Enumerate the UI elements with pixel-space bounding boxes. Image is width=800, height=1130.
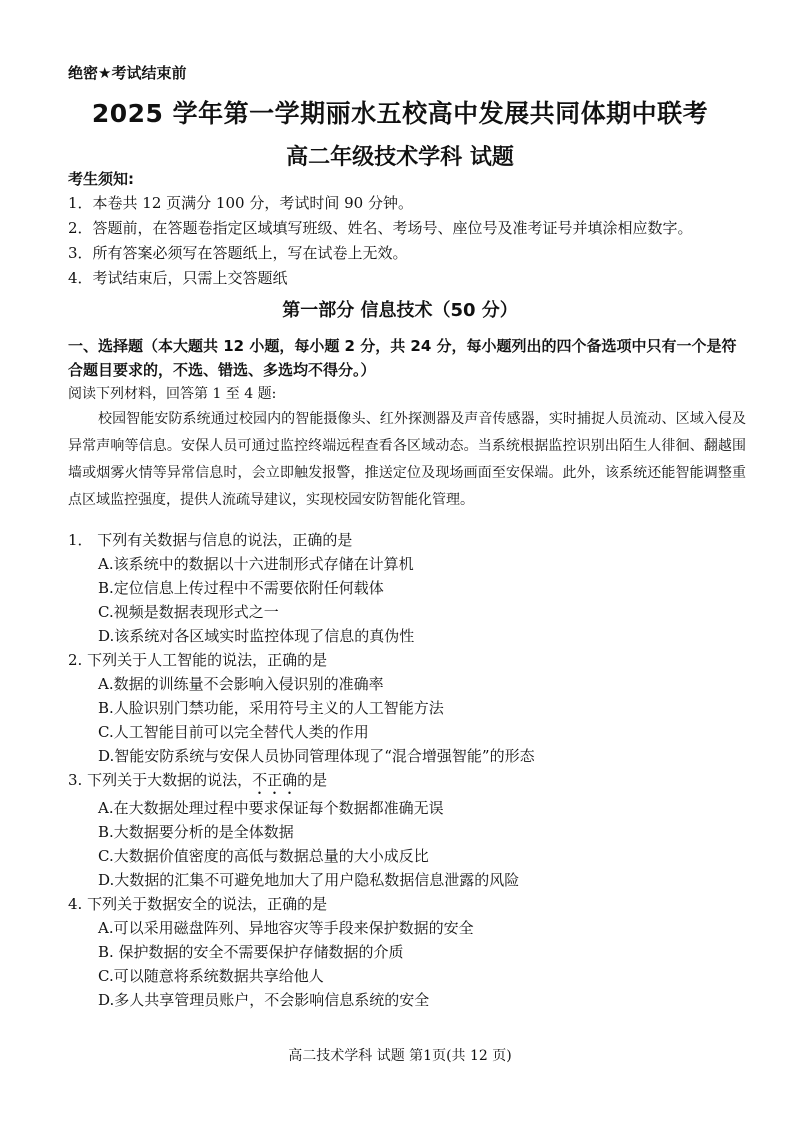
part-title: 第一部分 信息技术（50 分） bbox=[282, 300, 518, 321]
reading-material: 校园智能安防系统通过校园内的智能摄像头、红外探测器及声音传感器，实时捕捉人员流动、区域入侵及异常声响等信息。安保人员可通过监控终端远程查看各区域动态。当系统根据监控识别出陌生人徘徊、翻越围墙或烟雾火情等异常信息时，会立即触发报警，推送定位及现场画面至安保端。此外，该系统还能智能调整重点区域监控强度，提供人流疏导建议，实现校园安防智能化管理。 bbox=[68, 411, 746, 508]
question-1-option-c: C.视频是数据表现形式之一 bbox=[98, 603, 279, 621]
reading-instruction: 阅读下列材料，回答第 1 至 4 题: bbox=[68, 386, 277, 402]
question-3-emphasis: 不正确 bbox=[252, 771, 298, 789]
question-2-option-a: A.数据的训练量不会影响入侵识别的准确率 bbox=[98, 675, 384, 693]
notice-item: 4．考试结束后，只需上交答题纸 bbox=[68, 269, 288, 287]
question-4-option-d: D.多人共享管理员账户，不会影响信息系统的安全 bbox=[98, 991, 430, 1009]
question-4-option-c: C.可以随意将系统数据共享给他人 bbox=[98, 967, 324, 985]
question-1-option-a: A.该系统中的数据以十六进制形式存储在计算机 bbox=[98, 555, 414, 573]
question-4-option-a: A.可以采用磁盘阵列、异地容灾等手段来保护数据的安全 bbox=[98, 919, 474, 937]
question-2-option-d: D.智能安防系统与安保人员协同管理体现了“混合增强智能”的形态 bbox=[98, 747, 535, 765]
confidential-label: 绝密★考试结束前 bbox=[68, 64, 187, 82]
question-3-option-d: D.大数据的汇集不可避免地加大了用户隐私数据信息泄露的风险 bbox=[98, 871, 520, 889]
exam-title: 2025 学年第一学期丽水五校高中发展共同体期中联考 bbox=[91, 99, 709, 128]
notice-item: 3．所有答案必须写在答题纸上，写在试卷上无效。 bbox=[68, 244, 408, 262]
question-stem-1: 1． 下列有关数据与信息的说法，正确的是 bbox=[68, 531, 353, 549]
question-1-option-b: B.定位信息上传过程中不需要依附任何载体 bbox=[98, 579, 384, 597]
exam-subtitle: 高二年级技术学科 试题 bbox=[286, 145, 514, 170]
section-heading: 一、选择题（本大题共 12 小题，每小题 2 分，共 24 分，每小题列出的四个备选项中只有一个是符合题目要求的，不选、错选、多选均不得分。） bbox=[68, 337, 737, 379]
question-2-option-b: B.人脸识别门禁功能，采用符号主义的人工智能方法 bbox=[98, 699, 444, 717]
question-stem-4: 4. 下列关于数据安全的说法，正确的是 bbox=[68, 895, 328, 913]
question-3-option-b: B.大数据要分析的是全体数据 bbox=[98, 823, 294, 841]
question-3-option-c: C.大数据价值密度的高低与数据总量的大小成反比 bbox=[98, 847, 429, 865]
page-footer: 高二技术学科 试题 第1页(共 12 页) bbox=[288, 1048, 512, 1064]
question-4-option-b: B. 保护数据的安全不需要保护存储数据的介质 bbox=[98, 943, 404, 961]
question-3-stem-end: 的是 bbox=[297, 771, 328, 789]
notice-item: 2．答题前，在答题卷指定区域填写班级、姓名、考场号、座位号及准考证号并填涂相应数字。 bbox=[68, 219, 693, 237]
question-stem-3 bbox=[68, 769, 327, 798]
question-2-option-c: C.人工智能目前可以完全替代人类的作用 bbox=[98, 723, 369, 741]
question-stem-2: 2. 下列关于人工智能的说法，正确的是 bbox=[68, 651, 328, 669]
notice-item: 1．本卷共 12 页满分 100 分，考试时间 90 分钟。 bbox=[68, 194, 413, 212]
question-1-option-d: D.该系统对各区域实时监控体现了信息的真伪性 bbox=[98, 627, 415, 645]
notice-heading: 考生须知: bbox=[68, 170, 134, 188]
question-3-option-a: A.在大数据处理过程中要求保证每个数据都准确无误 bbox=[98, 799, 444, 817]
question-3-stem-start: 3. 下列关于大数据的说法， bbox=[68, 771, 253, 789]
